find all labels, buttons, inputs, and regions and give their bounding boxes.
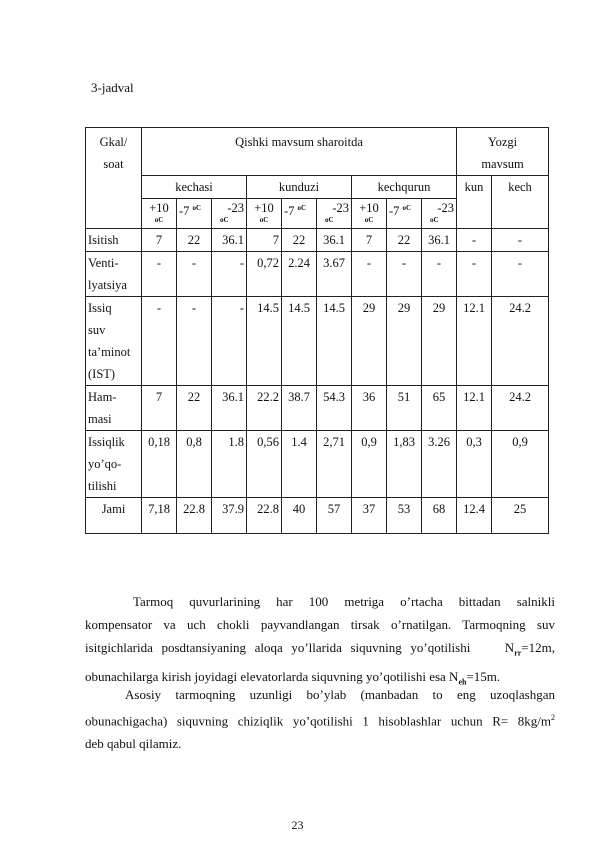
- table-cell: 22: [177, 386, 212, 431]
- table-cell: 7: [142, 229, 177, 252]
- table-cell: 36: [352, 386, 387, 431]
- temperature-value: +10: [254, 201, 274, 215]
- table-row: [86, 252, 549, 297]
- temperature-header-cell: [317, 199, 352, 229]
- temperature-header-cell: [352, 199, 387, 229]
- p2-l2-superscript: 2: [551, 713, 555, 722]
- table-cell: 37: [352, 498, 387, 534]
- temperature-value: -7: [389, 204, 400, 219]
- table-cell: 68: [422, 498, 457, 534]
- header-night: kechasi: [142, 176, 247, 199]
- temperature-header-cell: [247, 199, 282, 229]
- temperature-unit: oC: [297, 204, 307, 212]
- header-kun: kun: [457, 176, 492, 229]
- row-label: [86, 229, 142, 252]
- table-cell: 7: [247, 229, 282, 252]
- table-cell: 36.1: [317, 229, 352, 252]
- p1-l3-text: isitgichlarida posdtansiyaning aloqa yo’llarida siquvning yo’qotilishi: [85, 640, 471, 655]
- table-cell: 0,9: [492, 431, 549, 498]
- table-cell: 0,8: [177, 431, 212, 498]
- row-label: [86, 252, 142, 297]
- table-cell: 7: [142, 386, 177, 431]
- p1-l3-value: =12m,: [521, 640, 555, 655]
- header-row-1: [86, 128, 549, 176]
- row-label-line: suv: [88, 323, 106, 337]
- temperature-unit: oC: [325, 216, 334, 224]
- temperature-header-cell: [212, 199, 247, 229]
- temperature-value: -7: [179, 204, 190, 219]
- table-cell: 24.2: [492, 297, 549, 386]
- table-cell: 37.9: [212, 498, 247, 534]
- table-cell: 1.8: [212, 431, 247, 498]
- row-label: [86, 297, 142, 386]
- temperature-unit: oC: [402, 204, 412, 212]
- header-winter: Qishki mavsum sharoitda: [142, 128, 457, 176]
- table-cell: 0,18: [142, 431, 177, 498]
- header-evening: kechqurun: [352, 176, 457, 199]
- temperature-value: -23: [437, 201, 454, 215]
- table-cell: 22.8: [177, 498, 212, 534]
- table-cell: 29: [387, 297, 422, 386]
- table-cell: 51: [387, 386, 422, 431]
- temperature-value: -23: [227, 201, 244, 215]
- paragraph-1-line-1: Tarmoq quvurlarining har 100 metriga o’rtacha bittadan salnikli: [133, 594, 555, 609]
- header-day: kunduzi: [247, 176, 352, 199]
- row-label-line: lyatsiya: [88, 278, 127, 292]
- header-gkal-soat: [86, 128, 142, 229]
- table-cell: -: [212, 297, 247, 386]
- row-label: [86, 386, 142, 431]
- table-cell: 53: [387, 498, 422, 534]
- table-cell: 36.1: [422, 229, 457, 252]
- table-cell: -: [177, 252, 212, 297]
- table-body: [86, 229, 549, 534]
- paragraph-1-line-3: [85, 636, 555, 665]
- p1-l3-symbol: N: [504, 640, 515, 655]
- table-cell: 57: [317, 498, 352, 534]
- row-label-line: Jami: [101, 502, 126, 516]
- table-row: [86, 386, 549, 431]
- heat-load-table: [85, 127, 549, 534]
- temperature-value: +10: [359, 201, 379, 215]
- temperature-header-cell: [177, 199, 212, 229]
- table-cell: -: [457, 229, 492, 252]
- row-label-line: Ham-: [88, 390, 117, 404]
- table-cell: 54.3: [317, 386, 352, 431]
- table-cell: -: [352, 252, 387, 297]
- table-cell: -: [492, 252, 549, 297]
- table-row: [86, 297, 549, 386]
- table-cell: -: [177, 297, 212, 386]
- table-cell: 40: [282, 498, 317, 534]
- temperature-unit: oC: [364, 216, 374, 224]
- table-row: [86, 229, 549, 252]
- table-cell: 3.26: [422, 431, 457, 498]
- paragraph-2-line-2: [85, 706, 555, 732]
- table-cell: 22: [282, 229, 317, 252]
- table-cell: 22.8: [247, 498, 282, 534]
- temperature-value: -7: [284, 204, 295, 219]
- table-cell: 1.4: [282, 431, 317, 498]
- table-cell: 0,56: [247, 431, 282, 498]
- temperature-unit: oC: [220, 216, 229, 224]
- table-cell: 22: [177, 229, 212, 252]
- row-label-line: Venti-: [88, 256, 119, 270]
- table-cell: -: [212, 252, 247, 297]
- p1-l4-subscript: eh: [458, 677, 467, 687]
- paragraph-1: [85, 590, 555, 693]
- header-soat: soat: [103, 157, 124, 171]
- p2-l2-text: obunachigacha) siquvning chiziqlik yo’qotilishi 1 hisoblashlar uchun R= 8kg/m: [85, 713, 551, 729]
- table-cell: 0,9: [352, 431, 387, 498]
- temperature-header-cell: [387, 199, 422, 229]
- table-cell: 7: [352, 229, 387, 252]
- temperature-header-cell: [142, 199, 177, 229]
- paragraph-2-line-3: deb qabul qilamiz.: [85, 736, 182, 752]
- table-cell: 36.1: [212, 229, 247, 252]
- temperature-value: -23: [332, 201, 349, 215]
- paragraph-1-line-2: kompensator va uch chokli payvandlangan tirsak o’rnatilgan. Tarmoqning suv: [85, 617, 555, 632]
- table-cell: 22.2: [247, 386, 282, 431]
- table-cell: 7,18: [142, 498, 177, 534]
- row-label-line: yo’qo-: [88, 457, 122, 471]
- table-cell: 0,3: [457, 431, 492, 498]
- header-summer-b: mavsum: [481, 157, 524, 171]
- table-cell: -: [492, 229, 549, 252]
- table-cell: 3.67: [317, 252, 352, 297]
- table-cell: 14.5: [247, 297, 282, 386]
- paragraph-2: [85, 683, 555, 755]
- header-summer-a: Yozgi: [487, 135, 518, 149]
- temperature-unit: oC: [154, 216, 164, 224]
- row-label: [86, 498, 142, 534]
- table-cell: 0,72: [247, 252, 282, 297]
- table-cell: 12.1: [457, 297, 492, 386]
- table-cell: 2,71: [317, 431, 352, 498]
- temperature-header-cell: [282, 199, 317, 229]
- header-row-2: [86, 176, 549, 199]
- table-cell: 14.5: [282, 297, 317, 386]
- row-label-line: ta’minot: [88, 345, 131, 359]
- table-cell: 36.1: [212, 386, 247, 431]
- row-label: [86, 431, 142, 498]
- temperature-unit: oC: [192, 204, 202, 212]
- row-label-line: (IST): [88, 367, 116, 381]
- p1-l4-value: =15m.: [466, 668, 501, 684]
- p1-l3-subscript: rr: [514, 648, 522, 658]
- table-cell: 14.5: [317, 297, 352, 386]
- header-summer: [457, 128, 549, 176]
- header-kech: kech: [492, 176, 549, 229]
- row-label-line: Isitish: [88, 233, 119, 247]
- row-label-line: Issiqlik: [88, 435, 125, 449]
- page-number: 23: [291, 818, 304, 832]
- table-caption: 3-jadval: [91, 80, 134, 95]
- table-cell: 25: [492, 498, 549, 534]
- table-row: [86, 498, 549, 534]
- table-cell: 2.24: [282, 252, 317, 297]
- temperature-header-cell: [422, 199, 457, 229]
- table-cell: -: [422, 252, 457, 297]
- row-label-line: masi: [88, 412, 112, 426]
- table-cell: -: [387, 252, 422, 297]
- table-cell: 12.1: [457, 386, 492, 431]
- table-cell: -: [142, 297, 177, 386]
- table-cell: 29: [352, 297, 387, 386]
- temperature-unit: oC: [259, 216, 269, 224]
- table-cell: 38.7: [282, 386, 317, 431]
- table-cell: 29: [422, 297, 457, 386]
- table-cell: 65: [422, 386, 457, 431]
- table-cell: -: [457, 252, 492, 297]
- row-label-line: tilishi: [88, 479, 117, 493]
- temperature-value: +10: [149, 201, 169, 215]
- paragraph-2-line-1: Asosiy tarmoqning uzunligi bo’ylab (manbadan to eng uzoqlashgan: [125, 687, 555, 702]
- p1-l4-text: obunachilarga kirish joyidagi elevatorlarda siquvning yo’qotilishi esa N: [85, 668, 459, 684]
- row-label-line: Issiq: [88, 301, 112, 315]
- header-gkal: Gkal/: [99, 135, 128, 149]
- table-cell: 24.2: [492, 386, 549, 431]
- temperature-unit: oC: [430, 216, 439, 224]
- table-row: [86, 431, 549, 498]
- table-cell: 22: [387, 229, 422, 252]
- table-cell: -: [142, 252, 177, 297]
- table-cell: 1,83: [387, 431, 422, 498]
- table-cell: 12.4: [457, 498, 492, 534]
